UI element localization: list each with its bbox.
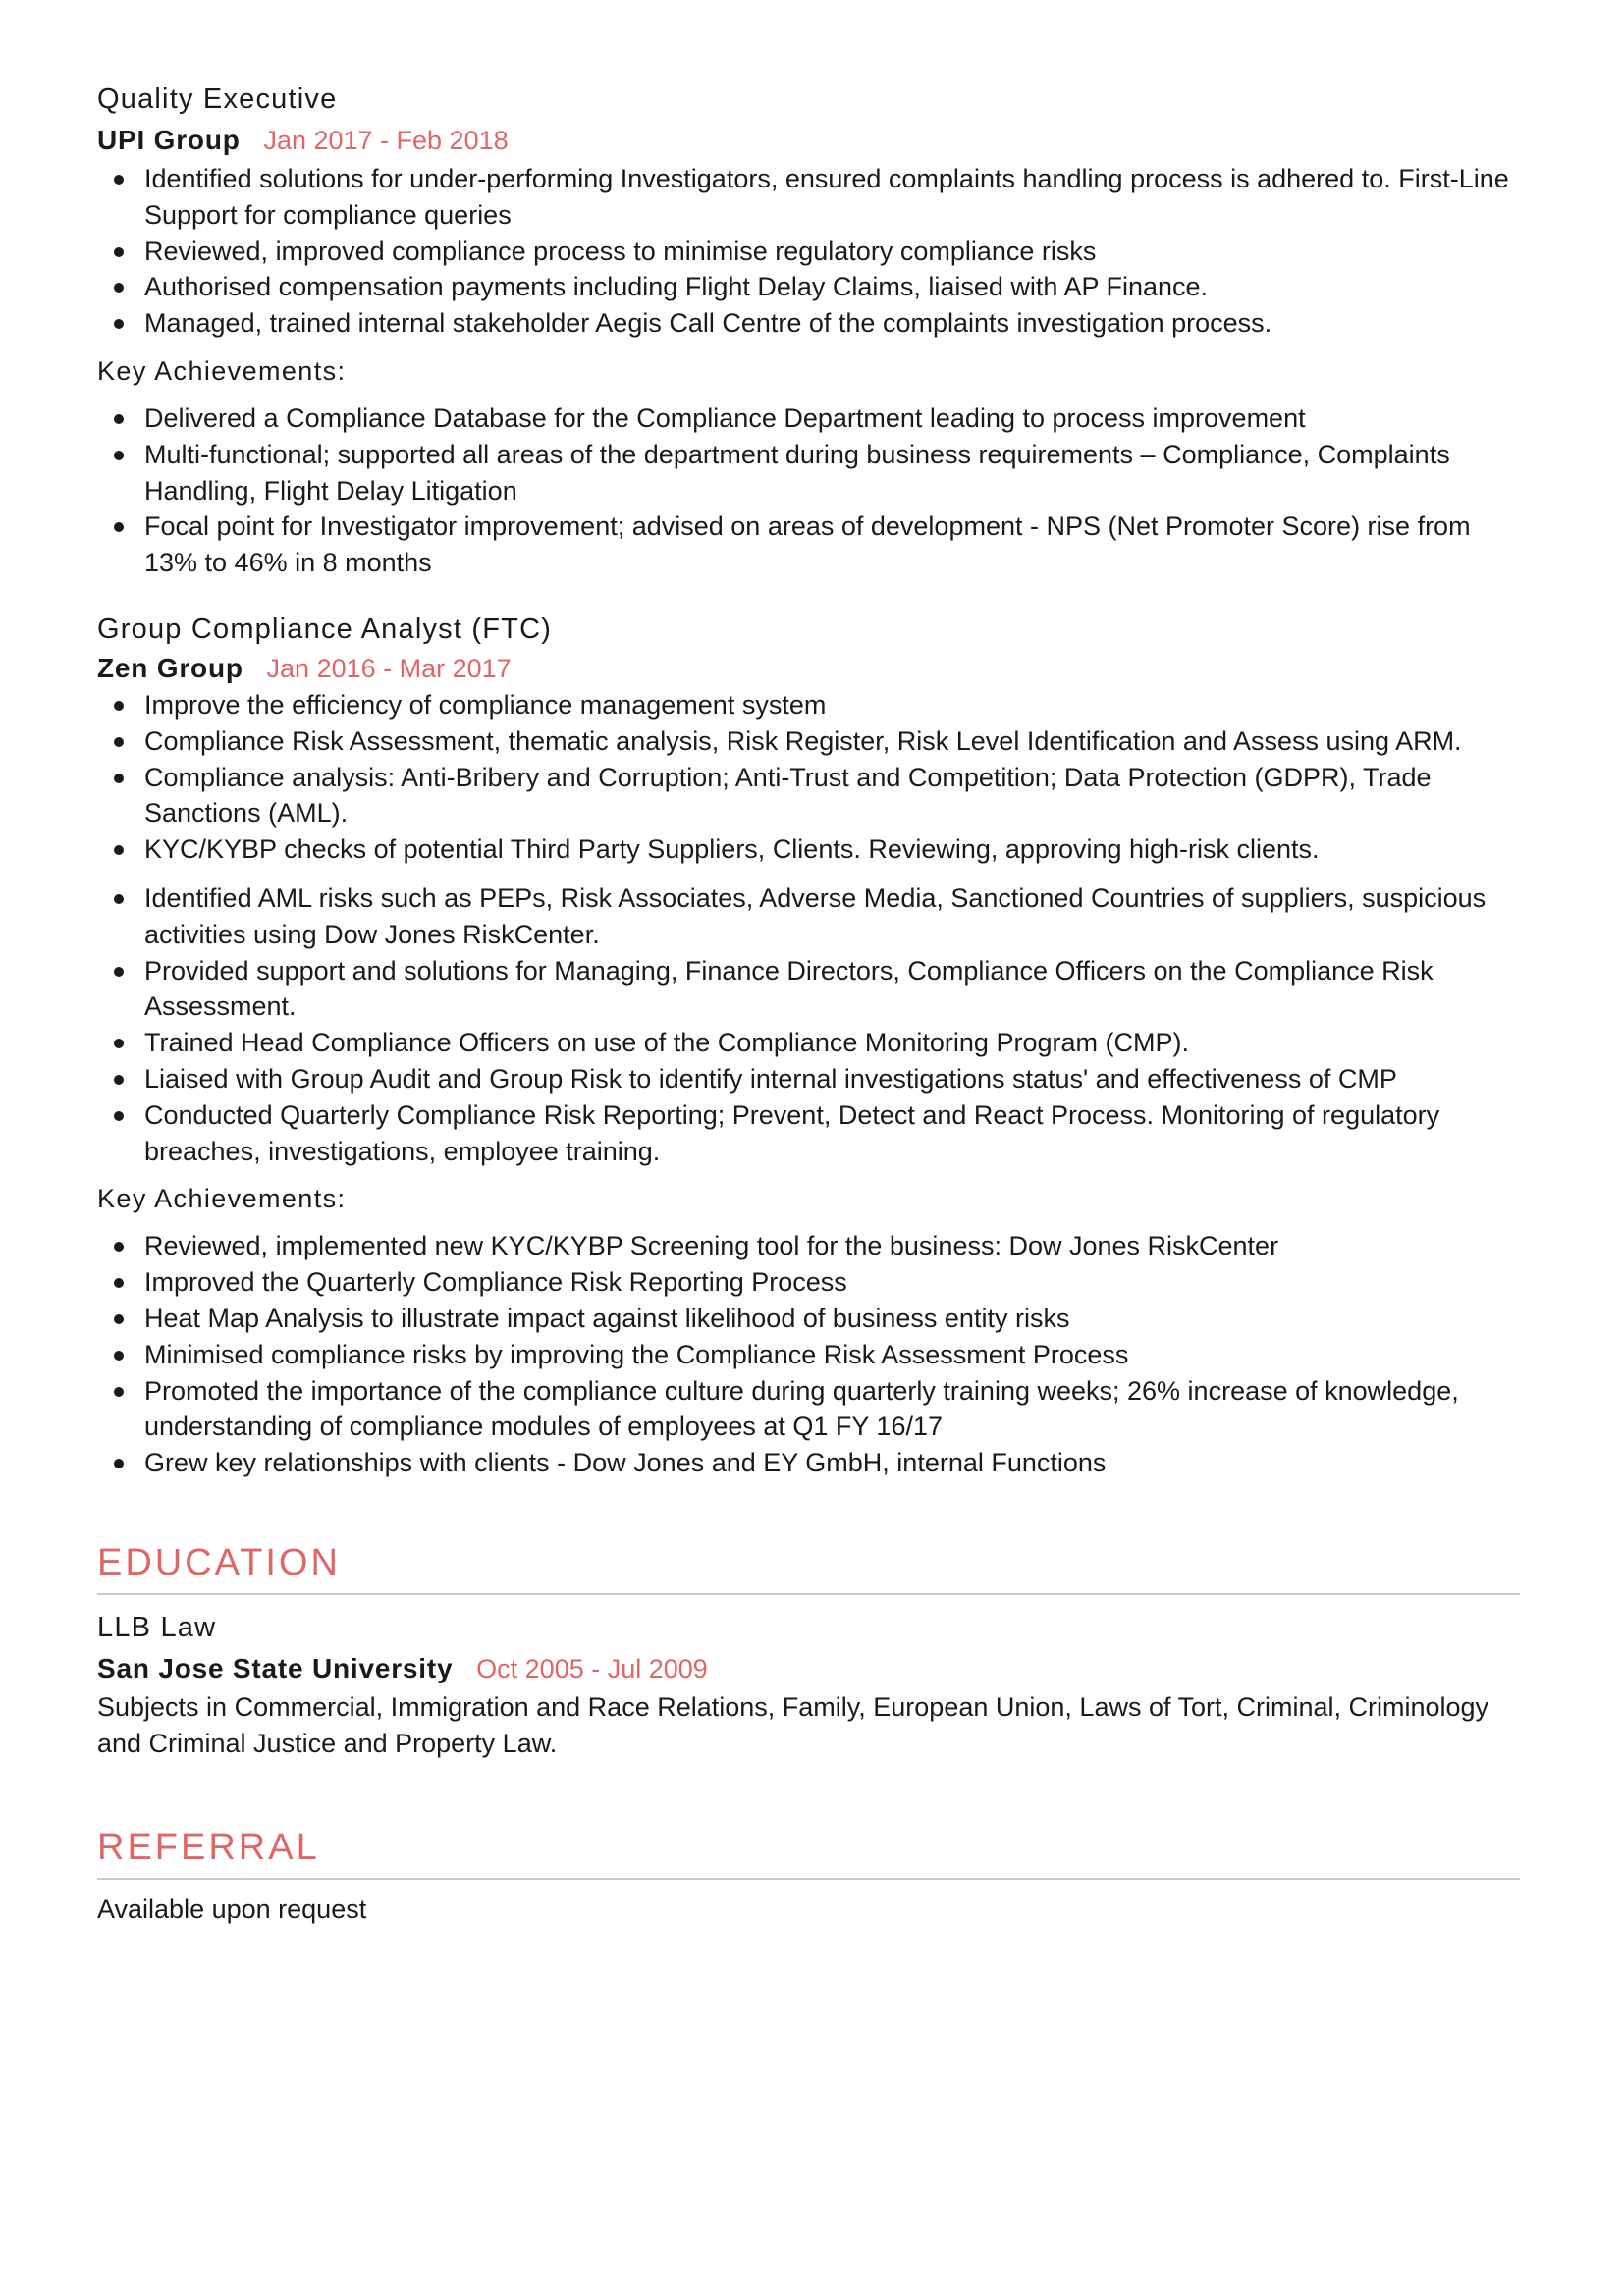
list-item: Identified AML risks such as PEPs, Risk Associates, Adverse Media, Sanctioned Countries of suppliers, suspicious activities using Dow Jones RiskCenter. <box>97 881 1521 953</box>
list-item: Authorised compensation payments including Flight Delay Claims, liaised with AP Finance. <box>97 269 1521 305</box>
list-item: Provided support and solutions for Managing, Finance Directors, Compliance Officers on the Compliance Risk Assessment. <box>97 953 1521 1026</box>
list-item: Trained Head Compliance Officers on use of the Compliance Monitoring Program (CMP). <box>97 1025 1521 1061</box>
job-dates: Jan 2016 - Mar 2017 <box>266 653 512 683</box>
list-item: Delivered a Compliance Database for the Compliance Department leading to process improvement <box>97 400 1521 437</box>
list-item: Liaised with Group Audit and Group Risk to identify internal investigations status' and effectiveness of CMP <box>97 1061 1521 1097</box>
education-dates: Oct 2005 - Jul 2009 <box>476 1653 708 1683</box>
school-line <box>97 1648 1521 1689</box>
list-item: Reviewed, implemented new KYC/KYBP Screening tool for the business: Dow Jones RiskCenter <box>97 1228 1521 1264</box>
company-line <box>97 120 1521 161</box>
job-bullets-continued <box>97 881 1521 1169</box>
list-item: Compliance analysis: Anti-Bribery and Corruption; Anti-Trust and Competition; Data Protection (GDPR), Trade Sanctions (AML). <box>97 760 1521 832</box>
list-item: Focal point for Investigator improvement; advised on areas of development - NPS (Net Promoter Score) rise from 13% to 46% in 8 months <box>97 508 1521 581</box>
referral-text: Available upon request <box>97 1894 367 1924</box>
job-dates: Jan 2017 - Feb 2018 <box>263 126 509 155</box>
section-divider <box>97 1593 1520 1595</box>
section-divider <box>97 1878 1520 1880</box>
achievements-list <box>97 400 1521 581</box>
section-title-education: EDUCATION <box>97 1541 341 1583</box>
education-section <box>97 1538 1521 1762</box>
company-name: UPI Group <box>97 125 241 155</box>
list-item: Improve the efficiency of compliance management system <box>97 687 1521 723</box>
job-title: Group Compliance Analyst (FTC) <box>97 613 553 645</box>
job-entry <box>97 79 1521 581</box>
company-name: Zen Group <box>97 652 243 683</box>
list-item: Compliance Risk Assessment, thematic analysis, Risk Register, Risk Level Identification and Assess using ARM. <box>97 723 1521 760</box>
achievements-list <box>97 1228 1521 1481</box>
job-bullets <box>97 161 1521 342</box>
school-name: San Jose State University <box>97 1652 454 1683</box>
section-title-referral: REFERRAL <box>97 1826 320 1868</box>
list-item: Grew key relationships with clients - Dow Jones and EY GmbH, internal Functions <box>97 1445 1521 1481</box>
list-item: Improved the Quarterly Compliance Risk Reporting Process <box>97 1264 1521 1301</box>
list-item: Reviewed, improved compliance process to minimise regulatory compliance risks <box>97 234 1521 270</box>
list-item: Heat Map Analysis to illustrate impact against likelihood of business entity risks <box>97 1301 1521 1337</box>
list-item: Conducted Quarterly Compliance Risk Reporting; Prevent, Detect and React Process. Monitoring of regulatory breaches, investigations, employee training. <box>97 1097 1521 1170</box>
list-item: Managed, trained internal stakeholder Aegis Call Centre of the complaints investigation process. <box>97 305 1521 342</box>
list-item: Multi-functional; supported all areas of the department during business requirements – Compliance, Complaints Handling, Flight Delay Litigation <box>97 437 1521 509</box>
education-description: Subjects in Commercial, Immigration and Race Relations, Family, European Union, Laws of Tort, Criminal, Criminology and Criminal Justice and Property Law. <box>97 1691 1489 1758</box>
list-item: Minimised compliance risks by improving the Compliance Risk Assessment Process <box>97 1337 1521 1373</box>
job-entry <box>97 609 1521 1481</box>
degree-title: LLB Law <box>97 1611 217 1643</box>
job-title: Quality Executive <box>97 83 338 115</box>
achievements-heading: Key Achievements: <box>97 1184 347 1214</box>
referral-section <box>97 1823 1521 1928</box>
achievements-heading: Key Achievements: <box>97 355 347 386</box>
list-item: Identified solutions for under-performing Investigators, ensured complaints handling process is adhered to. First-Line Support for compliance queries <box>97 161 1521 234</box>
company-line <box>97 650 1521 687</box>
job-bullets <box>97 687 1521 868</box>
list-item: KYC/KYBP checks of potential Third Party Suppliers, Clients. Reviewing, approving high-risk clients. <box>97 831 1521 868</box>
list-item: Promoted the importance of the compliance culture during quarterly training weeks; 26% increase of knowledge, understanding of compliance modules of employees at Q1 FY 16/17 <box>97 1373 1521 1446</box>
resume-content <box>97 79 1521 1927</box>
